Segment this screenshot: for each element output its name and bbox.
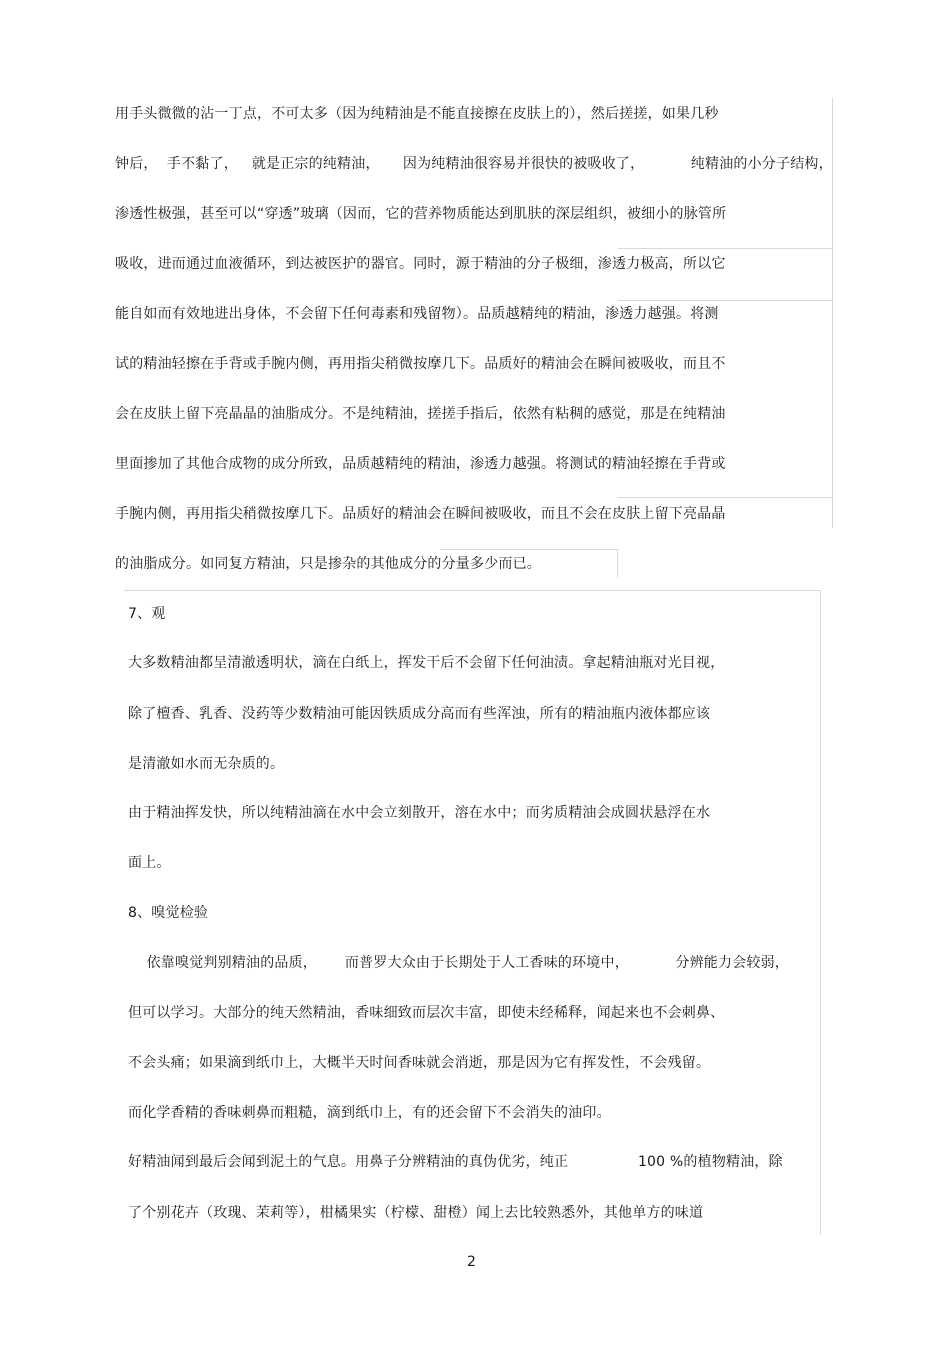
paragraph-line: 渗透性极强，甚至可以“穿透”玻璃（因而，它的营养物质能达到肌肤的深层组织，被细小的脉管所 bbox=[115, 206, 727, 222]
paragraph-line: 能自如而有效地进出身体，不会留下任何毒素和残留物）。品质越精纯的精油，渗透力越强。将测 bbox=[115, 306, 719, 322]
paragraph-line: 是清澈如水而无杂质的。 bbox=[128, 756, 285, 772]
paragraph-line: 依靠嗅觉判别精油的品质， 而普罗大众由于长期处于人工香味的环境中， 分辨能力会较弱， bbox=[128, 955, 790, 971]
paragraph-line: 不会头痛；如果滴到纸巾上，大概半天时间香味就会消逝，那是因为它有挥发性，不会残留。 bbox=[128, 1055, 711, 1071]
paragraph-line: 钟后， 手不黏了， 就是正宗的纯精油， 因为纯精油很容易并很快的被吸收了， 纯精油的小分子结构， bbox=[115, 156, 833, 172]
paragraph-line: 但可以学习。大部分的纯天然精油，香味细致而层次丰富，即使未经稀释，闻起来也不会刺鼻、 bbox=[128, 1005, 725, 1021]
right-border-rule-lower bbox=[820, 590, 821, 1235]
paragraph-line: 而化学香精的香味刺鼻而粗糙，滴到纸巾上，有的还会留下不会消失的油印。 bbox=[128, 1105, 611, 1121]
section-heading: 8、嗅觉检验 bbox=[128, 905, 209, 921]
vertical-rule bbox=[617, 549, 618, 577]
paragraph-line: 大多数精油都呈清澈透明状，滴在白纸上，挥发干后不会留下任何油渍。拿起精油瓶对光目视， bbox=[128, 655, 725, 671]
horizontal-rule bbox=[618, 300, 832, 301]
paragraph-line: 试的精油轻擦在手背或手腕内侧，再用指尖稍微按摩几下。品质好的精油会在瞬间被吸收，而且不 bbox=[115, 356, 726, 372]
paragraph-line: 好精油闻到最后会闻到泥土的气息。用鼻子分辨精油的真伪优劣，纯正 100 %的植物精油，除 bbox=[128, 1154, 783, 1170]
paragraph-line: 了个别花卉（玫瑰、茉莉等），柑橘果实（柠檬、甜橙）闻上去比较熟悉外，其他单方的味道 bbox=[128, 1205, 704, 1221]
horizontal-rule bbox=[618, 497, 832, 498]
paragraph-line: 由于精油挥发快，所以纯精油滴在水中会立刻散开，溶在水中；而劣质精油会成圆状悬浮在水 bbox=[128, 805, 711, 821]
paragraph-line: 面上。 bbox=[128, 855, 171, 871]
paragraph-line: 会在皮肤上留下亮晶晶的油脂成分。不是纯精油，搓搓手指后，依然有粘稠的感觉，那是在纯精油 bbox=[115, 406, 726, 422]
horizontal-rule bbox=[124, 590, 821, 591]
paragraph-line: 手腕内侧，再用指尖稍微按摩几下。品质好的精油会在瞬间被吸收，而且不会在皮肤上留下亮晶晶 bbox=[115, 506, 726, 522]
horizontal-rule bbox=[440, 549, 618, 550]
horizontal-rule bbox=[618, 248, 832, 249]
paragraph-line: 除了檀香、乳香、没药等少数精油可能因铁质成分高而有些浑浊，所有的精油瓶内液体都应该 bbox=[128, 706, 711, 722]
page-number: 2 bbox=[467, 1254, 476, 1270]
section-heading: 7、观 bbox=[128, 606, 166, 622]
paragraph-line: 里面掺加了其他合成物的成分所致，品质越精纯的精油，渗透力越强。将测试的精油轻擦在手背或 bbox=[115, 456, 726, 472]
paragraph-line: 的油脂成分。如同复方精油，只是掺杂的其他成分的分量多少而已。 bbox=[115, 556, 541, 572]
paragraph-line: 用手头微微的沾一丁点，不可太多（因为纯精油是不能直接擦在皮肤上的），然后搓搓，如果几秒 bbox=[115, 106, 719, 122]
paragraph-line: 吸收，进而通过血液循环，到达被医护的器官。同时，源于精油的分子极细，渗透力极高，所以它 bbox=[115, 256, 726, 272]
